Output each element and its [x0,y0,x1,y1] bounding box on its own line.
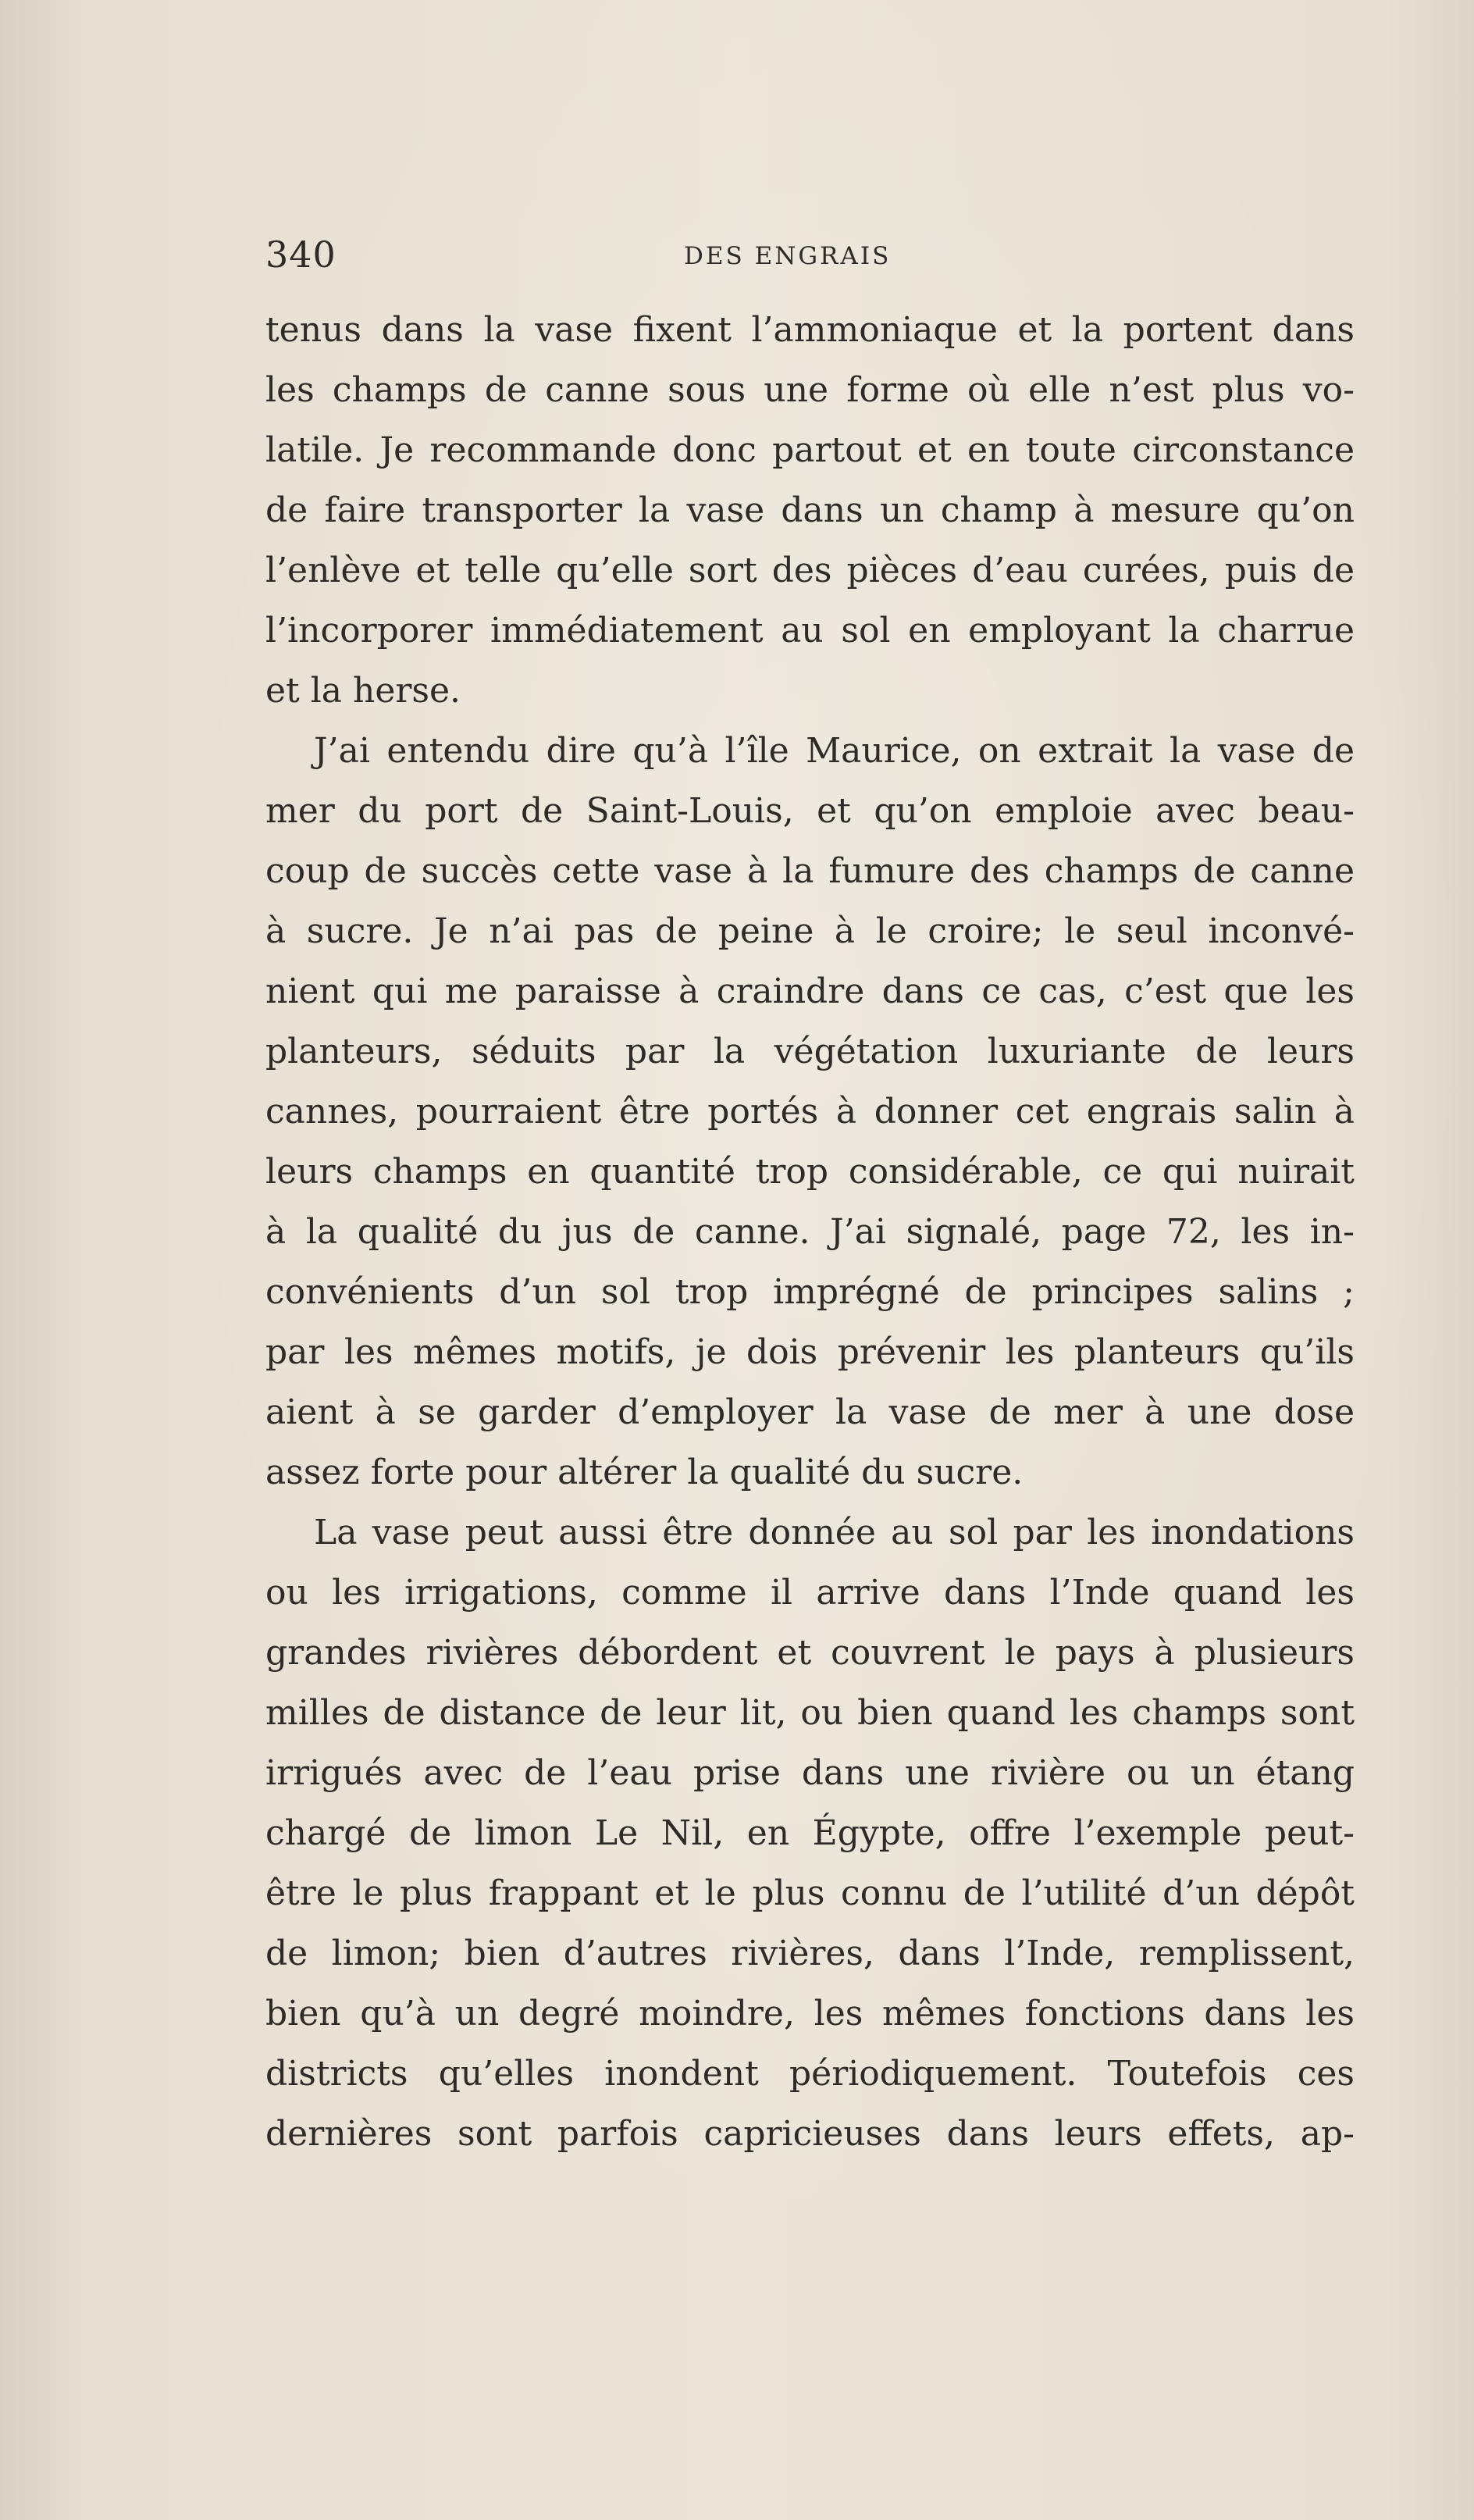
text-line: nient qui me paraisse à craindre dans ce cas, c’est que les [265,971,1355,1011]
text-line: l’incorporer immédiatement au sol en employant la charrue [265,611,1355,650]
text-line: coup de succès cette vase à la fumure des champs de canne [265,851,1355,891]
text-line: à sucre. Je n’ai pas de peine à le croire; le seul inconvé- [265,911,1355,951]
text-line: aient à se garder d’employer la vase de mer à une dose [265,1392,1355,1432]
text-line: de limon; bien d’autres rivières, dans l’Inde, remplissent, [265,1934,1355,1973]
text-line: assez forte pour altérer la qualité du sucre. [265,1452,1024,1492]
text-line: et la herse. [265,671,461,711]
text-line: La vase peut aussi être donnée au sol par les inondations [314,1513,1355,1552]
text-line: par les mêmes motifs, je dois prévenir les planteurs qu’ils [265,1332,1355,1372]
text-line: leurs champs en quantité trop considérable, ce qui nuirait [265,1152,1355,1192]
text-line: à la qualité du jus de canne. J’ai signalé, page 72, les in- [265,1212,1355,1252]
text-line: districts qu’elles inondent périodiquement. Toutefois ces [265,2054,1355,2094]
running-head [0,231,1474,278]
text-line: irrigués avec de l’eau prise dans une rivière ou un étang [265,1753,1355,1793]
text-line: bien qu’à un degré moindre, les mêmes fonctions dans les [265,1994,1355,2033]
text-line: chargé de limon Le Nil, en Égypte, offre l’exemple peut- [265,1813,1355,1853]
text-line: convénients d’un sol trop imprégné de principes salins ; [265,1272,1355,1312]
body-text [265,300,1355,2164]
text-line: tenus dans la vase fixent l’ammoniaque et la portent dans [265,310,1355,350]
running-title: DES ENGRAIS [684,242,892,270]
text-line: latile. Je recommande donc partout et en toute circonstance [265,430,1355,470]
text-line: les champs de canne sous une forme où elle n’est plus vo- [265,370,1355,410]
text-line: milles de distance de leur lit, ou bien quand les champs sont [265,1693,1355,1733]
text-line: de faire transporter la vase dans un champ à mesure qu’on [265,490,1355,530]
text-line: J’ai entendu dire qu’à l’île Maurice, on extrait la vase de [314,731,1355,771]
text-line: dernières sont parfois capricieuses dans leurs effets, ap- [265,2114,1355,2154]
text-line: ou les irrigations, comme il arrive dans l’Inde quand les [265,1573,1355,1613]
text-line: mer du port de Saint-Louis, et qu’on emploie avec beau- [265,791,1355,831]
text-line: grandes rivières débordent et couvrent le pays à plusieurs [265,1633,1355,1673]
text-line: être le plus frappant et le plus connu de l’utilité d’un dépôt [265,1873,1355,1913]
page-number: 340 [265,233,336,276]
text-line: l’enlève et telle qu’elle sort des pièces d’eau curées, puis de [265,551,1355,590]
text-line: planteurs, séduits par la végétation luxuriante de leurs [265,1032,1355,1071]
text-line: cannes, pourraient être portés à donner cet engrais salin à [265,1092,1355,1132]
